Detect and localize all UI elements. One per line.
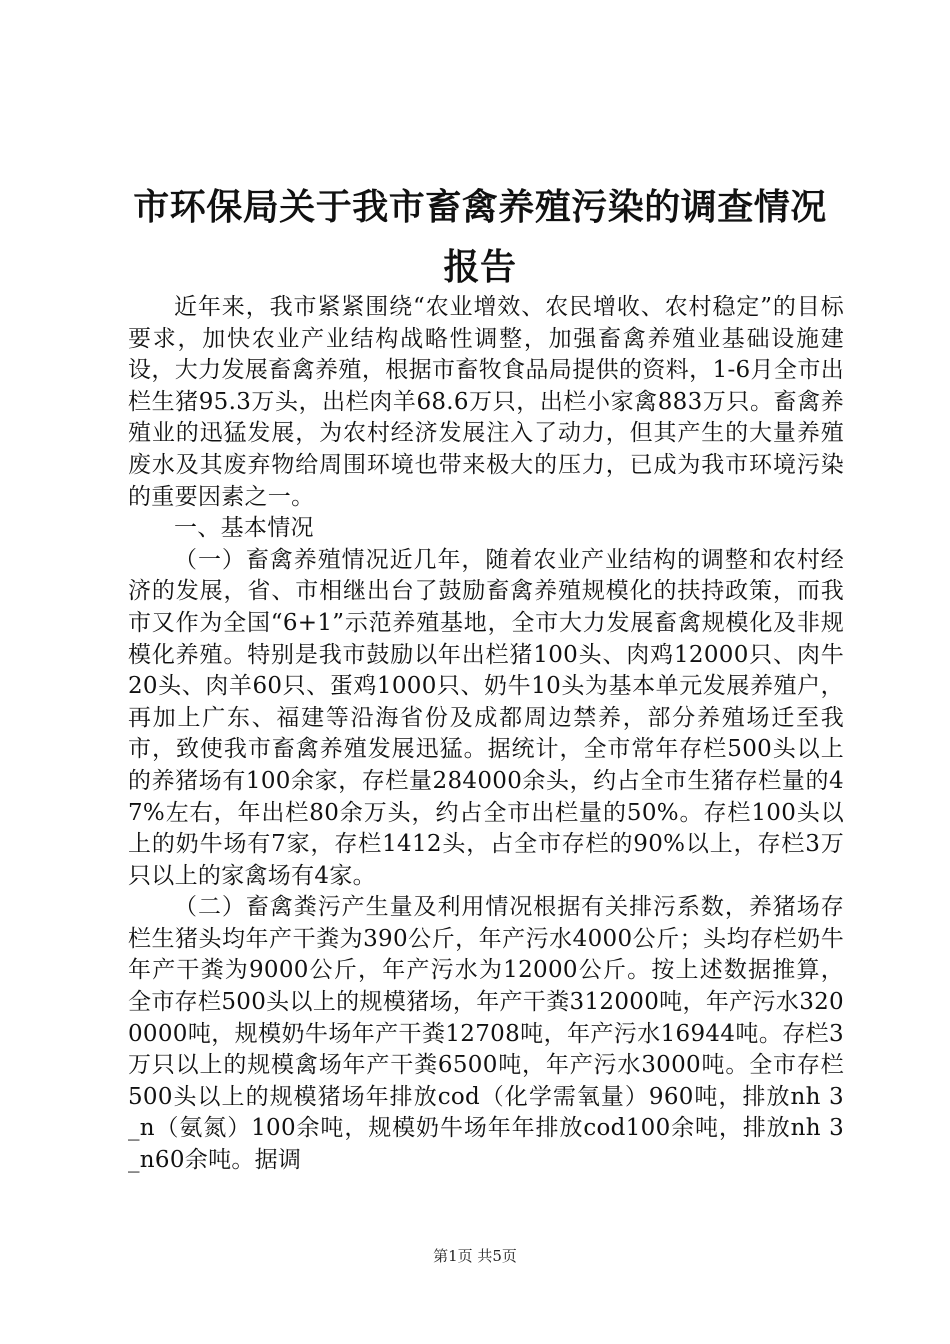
paragraph-manure-production: （二）畜禽粪污产生量及利用情况根据有关排污系数，养猪场存栏生猪头均年产干粪为390公斤，年产污水4000公斤；头均存栏奶牛年产干粪为9000公斤，年产污水为12000公斤。按上述数据推算，全市存栏500头以上的规模猪场，年产干粪312000吨，年产污水3200000吨，规模奶牛场年产干粪12708吨，年产污水16944吨。存栏3万只以上的规模禽场年产干粪6500吨，年产污水3000吨。全市存栏500头以上的规模猪场年排放cod（化学需氧量）960吨，排放nh 3 _n（氨氮）100余吨，规模奶牛场年年排放cod100余吨，排放nh 3 _n60余吨。据调: [128, 894, 844, 1174]
document-body: [128, 292, 844, 1177]
paragraph-livestock-farming: （一）畜禽养殖情况近几年，随着农业产业结构的调整和农村经济的发展，省、市相继出台了鼓励畜禽养殖规模化的扶持政策，而我市又作为全国“6+1”示范养殖基地，全市大力发展畜禽规模化及非规模化养殖。特别是我市鼓励以年出栏猪100头、肉鸡12000只、肉牛20头、肉羊60只、蛋鸡1000只、奶牛10头为基本单元发展养殖户，再加上广东、福建等沿海省份及成都周边禁养，部分养殖场迁至我市，致使我市畜禽养殖发展迅猛。据统计，全市常年存栏500头以上的养猪场有100余家，存栏量284000余头，约占全市生猪存栏量的47%左右，年出栏80余万头，约占全市出栏量的50%。存栏100头以上的奶牛场有7家，存栏1412头，占全市存栏的90%以上，存栏3万只以上的家禽场有4家。: [128, 546, 844, 889]
document-title: 市环保局关于我市畜禽养殖污染的调查情况报告: [133, 187, 827, 288]
page-number-footer: 第1页 共5页: [433, 1247, 517, 1265]
section-heading-basic-situation: 一、基本情况: [174, 515, 314, 542]
intro-paragraph: 近年来，我市紧紧围绕“农业增效、农民增收、农村稳定”的目标要求，加快农业产业结构战略性调整，加强畜禽养殖业基础设施建设，大力发展畜禽养殖，根据市畜牧食品局提供的资料，1-6月全市出栏生猪95.3万头，出栏肉羊68.6万只，出栏小家禽883万只。畜禽养殖业的迅猛发展，为农村经济发展注入了动力，但其产生的大量养殖废水及其废弃物给周围环境也带来极大的压力，已成为我市环境污染的重要因素之一。: [128, 294, 844, 510]
